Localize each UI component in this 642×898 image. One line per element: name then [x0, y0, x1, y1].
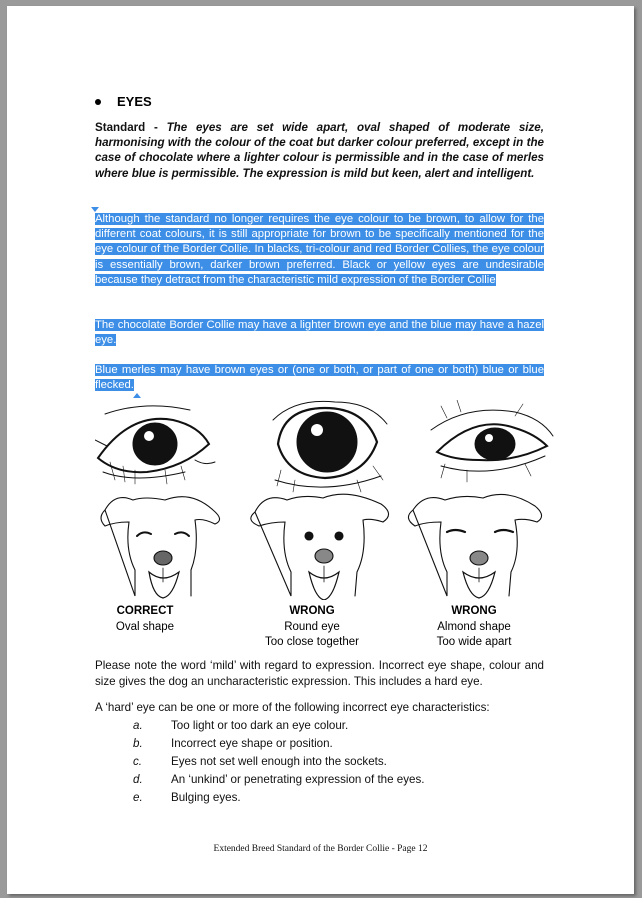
caption-title: WRONG	[451, 605, 497, 617]
list-item-text: Incorrect eye shape or position.	[171, 737, 333, 750]
list-item	[95, 773, 544, 791]
dog-head-almond-eye-drawing	[408, 494, 541, 598]
selected-paragraph-1[interactable]	[95, 212, 544, 288]
caption-line: Oval shape	[115, 620, 175, 633]
selected-text[interactable]: Although the standard no longer requires the eye colour to be brown, to allow for the different coat colours, it is still appropriate for brown to be specifically mentioned for the eye colour of the Border Collie. In blacks, tri-colour and red Border Collies, the eye colour is essentially brown, darker brown preferred. Black or yellow eyes are undesirable because they detract from the characteristic mild expression of the Border Collie	[95, 213, 544, 286]
hard-eye-intro: A ‘hard’ eye can be one or more of the following incorrect eye characteristics:	[95, 701, 490, 714]
page-footer: Extended Breed Standard of the Border Collie - Page 12	[213, 844, 428, 854]
selected-paragraph-3[interactable]	[95, 363, 544, 393]
list-item-text: Eyes not set well enough into the sockets.	[171, 755, 387, 768]
hard-eye-list	[95, 719, 544, 809]
list-item-letter: a.	[133, 719, 143, 732]
caption-line: Almond shape	[437, 620, 511, 633]
document-page	[7, 6, 634, 894]
standard-text: The eyes are set wide apart, oval shaped of moderate size, harmonising with the colour of the coat but darker colour preferred, except in the case of chocolate where a lighter colour is permissible and in the case of merles where blue is permissible. The expression is mild but keen, alert and intelligent.	[95, 121, 544, 180]
almond-eye-drawing	[431, 400, 553, 482]
list-item-letter: c.	[133, 755, 143, 768]
list-item-letter: e.	[133, 791, 143, 804]
caption-title: WRONG	[289, 605, 335, 617]
caption-title: CORRECT	[116, 605, 174, 617]
caption-line: Too close together	[265, 636, 359, 648]
bullet-icon	[95, 99, 101, 105]
oval-eye-drawing	[95, 406, 215, 484]
caption-wrong-almond	[399, 604, 549, 651]
list-item	[95, 737, 544, 755]
caption-line: Round eye	[284, 620, 340, 633]
round-eye-drawing	[273, 401, 387, 492]
caption-wrong-round	[237, 604, 387, 651]
dog-head-correct-drawing	[101, 497, 220, 598]
list-item	[95, 791, 544, 809]
expression-note: Please note the word ‘mild’ with regard to expression. Incorrect eye shape, colour and size gives the dog an uncharacteristic expression. This includes a hard eye.	[95, 659, 544, 688]
list-item-letter: d.	[133, 773, 143, 786]
list-item	[95, 755, 544, 773]
selected-paragraph-2[interactable]	[95, 318, 544, 348]
selected-text[interactable]: The chocolate Border Collie may have a lighter brown eye and the blue may have a hazel eye.	[95, 319, 544, 347]
caption-line: Too wide apart	[436, 636, 512, 648]
selected-text[interactable]: Blue merles may have brown eyes or (one or both, or part of one or both) blue or blue flecked.	[95, 364, 544, 392]
section-heading: EYES	[117, 94, 152, 109]
standard-paragraph	[95, 120, 544, 181]
list-item	[95, 719, 544, 737]
eye-shape-illustration	[95, 400, 555, 600]
list-item-text: Bulging eyes.	[171, 791, 241, 804]
list-item-text: An ‘unkind’ or penetrating expression of the eyes.	[171, 773, 425, 786]
standard-lead: Standard -	[95, 121, 167, 134]
list-item-letter: b.	[133, 737, 143, 750]
selection-end-handle[interactable]	[133, 393, 141, 398]
dog-head-round-eye-drawing	[251, 494, 389, 600]
list-item-text: Too light or too dark an eye colour.	[171, 719, 349, 732]
caption-correct	[70, 604, 220, 635]
